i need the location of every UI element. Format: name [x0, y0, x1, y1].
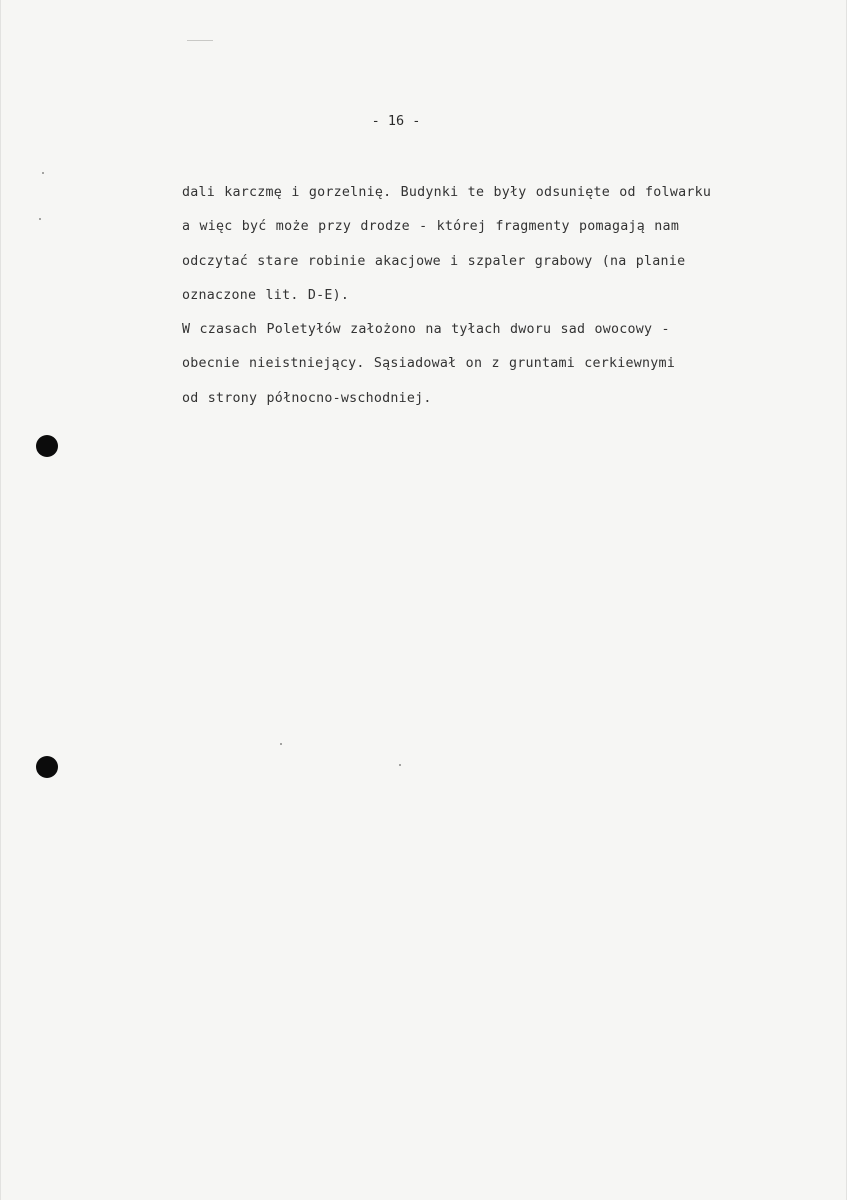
text-line: oznaczone lit. D-E). — [182, 287, 350, 303]
punch-hole-bottom — [36, 756, 58, 778]
scan-speck — [280, 743, 282, 745]
text-line: a więc być może przy drodze - której fragmenty pomagają nam — [182, 219, 680, 235]
body-text — [182, 176, 832, 416]
scan-speck — [399, 764, 401, 766]
scan-speck — [42, 172, 44, 174]
page-number: - 16 - — [371, 113, 421, 129]
text-line: W czasach Poletyłów założono na tyłach dworu sad owocowy - — [182, 322, 670, 338]
scan-speck — [39, 218, 41, 220]
text-line: od strony północno-wschodniej. — [182, 390, 432, 406]
scan-streak — [187, 40, 213, 41]
text-line: obecnie nieistniejący. Sąsiadował on z gruntami cerkiewnymi — [182, 356, 676, 372]
punch-hole-top — [36, 435, 58, 457]
text-line: odczytać stare robinie akacjowe i szpaler grabowy (na planie — [182, 253, 686, 269]
text-line: dali karczmę i gorzelnię. Budynki te były odsunięte od folwarku — [182, 185, 712, 200]
